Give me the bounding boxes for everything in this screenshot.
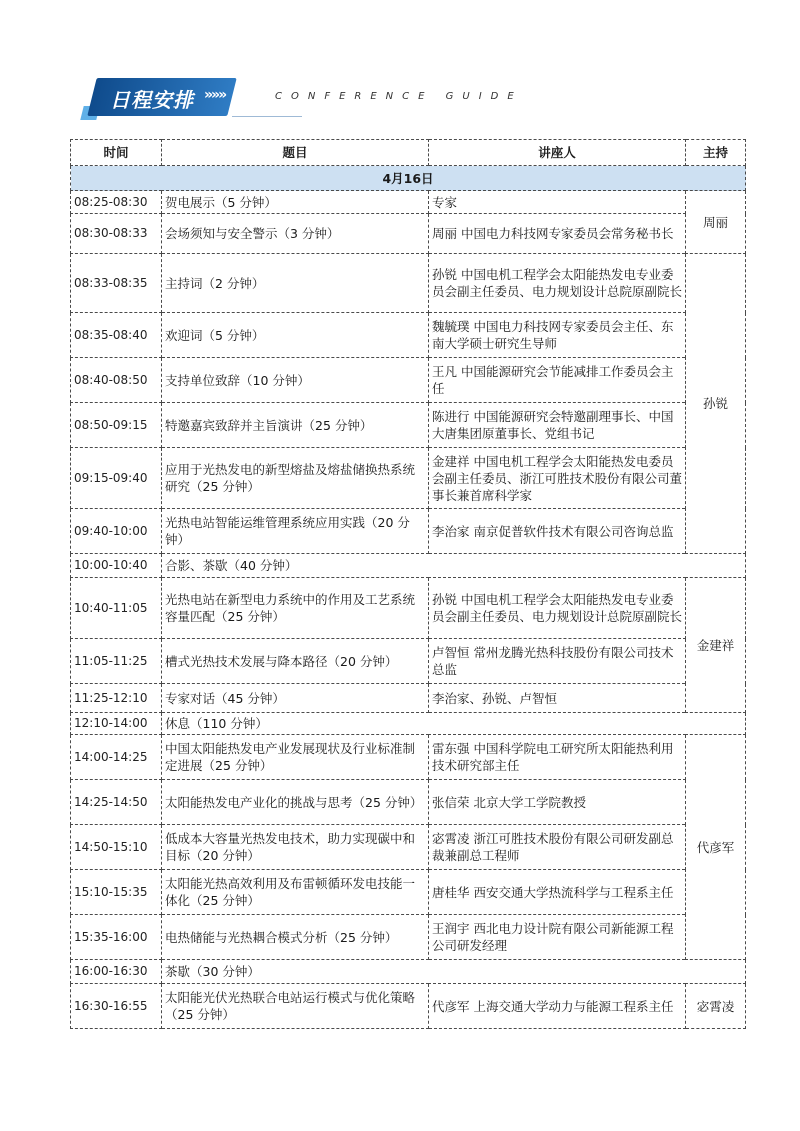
- row-title: 主持词（2 分钟）: [162, 254, 429, 313]
- schedule-table: [70, 139, 746, 1029]
- banner-underline: [232, 116, 302, 117]
- row-time: 12:10-14:00: [71, 713, 162, 735]
- row-title: 贺电展示（5 分钟）: [162, 191, 429, 214]
- row-title: 支持单位致辞（10 分钟）: [162, 358, 429, 403]
- row-host: 代彦军: [686, 735, 746, 960]
- row-speaker: 卢智恒 常州龙腾光热科技股份有限公司技术总监: [429, 639, 686, 684]
- table-row: [71, 825, 746, 870]
- table-row: [71, 191, 746, 214]
- row-title: 特邀嘉宾致辞并主旨演讲（25 分钟）: [162, 403, 429, 448]
- row-title: 专家对话（45 分钟）: [162, 684, 429, 713]
- table-row: [71, 254, 746, 313]
- row-time: 16:00-16:30: [71, 960, 162, 984]
- row-speaker: 魏毓璞 中国电力科技网专家委员会主任、东南大学硕士研究生导师: [429, 313, 686, 358]
- row-time: 16:30-16:55: [71, 984, 162, 1029]
- table-row: [71, 915, 746, 960]
- section-title: 日程安排: [110, 88, 194, 112]
- table-row-break: [71, 713, 746, 735]
- row-time: 08:25-08:30: [71, 191, 162, 214]
- row-time: 08:40-08:50: [71, 358, 162, 403]
- table-row: [71, 639, 746, 684]
- row-title: 光热电站智能运维管理系统应用实践（20 分钟）: [162, 509, 429, 554]
- row-break-label: 茶歇（30 分钟）: [162, 960, 746, 984]
- row-title: 应用于光热发电的新型熔盐及熔盐储换热系统研究（25 分钟）: [162, 448, 429, 509]
- chevron-right-icon: »»»: [204, 87, 226, 103]
- row-time: 15:35-16:00: [71, 915, 162, 960]
- row-host: 孙锐: [686, 254, 746, 554]
- row-time: 14:50-15:10: [71, 825, 162, 870]
- row-title: 太阳能光热高效利用及布雷顿循环发电技能一体化（25 分钟）: [162, 870, 429, 915]
- row-speaker: 王凡 中国能源研究会节能减排工作委员会主任: [429, 358, 686, 403]
- table-row: [71, 509, 746, 554]
- date-row: [71, 166, 746, 191]
- table-row: [71, 448, 746, 509]
- row-title: 槽式光热技术发展与降本路径（20 分钟）: [162, 639, 429, 684]
- row-speaker: 专家: [429, 191, 686, 214]
- row-title: 太阳能光伏光热联合电站运行模式与优化策略（25 分钟）: [162, 984, 429, 1029]
- table-row: [71, 578, 746, 639]
- row-time: 09:40-10:00: [71, 509, 162, 554]
- row-speaker: 李治家 南京促普软件技术有限公司咨询总监: [429, 509, 686, 554]
- date-label: 4月16日: [71, 166, 746, 191]
- table-row: [71, 870, 746, 915]
- table-row: [71, 403, 746, 448]
- row-time: 09:15-09:40: [71, 448, 162, 509]
- row-host: 宓霄凌: [686, 984, 746, 1029]
- row-host: 周丽: [686, 191, 746, 254]
- row-break-label: 休息（110 分钟）: [162, 713, 746, 735]
- row-time: 10:40-11:05: [71, 578, 162, 639]
- table-row: [71, 780, 746, 825]
- row-speaker: 王润宇 西北电力设计院有限公司新能源工程公司研发经理: [429, 915, 686, 960]
- table-row-break: [71, 554, 746, 578]
- row-speaker: 陈进行 中国能源研究会特邀副理事长、中国大唐集团原董事长、党组书记: [429, 403, 686, 448]
- row-speaker: 张信荣 北京大学工学院教授: [429, 780, 686, 825]
- table-row: [71, 735, 746, 780]
- row-time: 11:05-11:25: [71, 639, 162, 684]
- section-subtitle: CONFERENCE GUIDE: [275, 91, 523, 102]
- row-time: 14:25-14:50: [71, 780, 162, 825]
- table-row-break: [71, 960, 746, 984]
- section-banner: [92, 78, 232, 116]
- row-speaker: 代彦军 上海交通大学动力与能源工程系主任: [429, 984, 686, 1029]
- row-speaker: 孙锐 中国电机工程学会太阳能热发电专业委员会副主任委员、电力规划设计总院原副院长: [429, 254, 686, 313]
- row-title: 低成本大容量光热发电技术，助力实现碳中和目标（20 分钟）: [162, 825, 429, 870]
- row-time: 10:00-10:40: [71, 554, 162, 578]
- table-row: [71, 984, 746, 1029]
- row-title: 中国太阳能热发电产业发展现状及行业标准制定进展（25 分钟）: [162, 735, 429, 780]
- row-title: 太阳能热发电产业化的挑战与思考（25 分钟）: [162, 780, 429, 825]
- row-title: 会场须知与安全警示（3 分钟）: [162, 214, 429, 254]
- table-row: [71, 313, 746, 358]
- row-time: 14:00-14:25: [71, 735, 162, 780]
- row-title: 欢迎词（5 分钟）: [162, 313, 429, 358]
- table-header-row: [71, 140, 746, 166]
- row-time: 08:30-08:33: [71, 214, 162, 254]
- header-host: 主持: [686, 140, 746, 166]
- row-time: 11:25-12:10: [71, 684, 162, 713]
- row-host: 金建祥: [686, 578, 746, 713]
- row-speaker: 雷东强 中国科学院电工研究所太阳能热利用技术研究部主任: [429, 735, 686, 780]
- row-title: 光热电站在新型电力系统中的作用及工艺系统容量匹配（25 分钟）: [162, 578, 429, 639]
- row-speaker: 孙锐 中国电机工程学会太阳能热发电专业委员会副主任委员、电力规划设计总院原副院长: [429, 578, 686, 639]
- row-speaker: 李治家、孙锐、卢智恒: [429, 684, 686, 713]
- row-time: 15:10-15:35: [71, 870, 162, 915]
- row-speaker: 金建祥 中国电机工程学会太阳能热发电委员会副主任委员、浙江可胜技术股份有限公司董事长兼首席科学家: [429, 448, 686, 509]
- table-row: [71, 684, 746, 713]
- header-time: 时间: [71, 140, 162, 166]
- row-speaker: 周丽 中国电力科技网专家委员会常务秘书长: [429, 214, 686, 254]
- row-title: 电热储能与光热耦合模式分析（25 分钟）: [162, 915, 429, 960]
- table-row: [71, 358, 746, 403]
- row-time: 08:33-08:35: [71, 254, 162, 313]
- row-speaker: 唐桂华 西安交通大学热流科学与工程系主任: [429, 870, 686, 915]
- table-row: [71, 214, 746, 254]
- row-time: 08:35-08:40: [71, 313, 162, 358]
- header-title: 题目: [162, 140, 429, 166]
- row-speaker: 宓霄凌 浙江可胜技术股份有限公司研发副总裁兼副总工程师: [429, 825, 686, 870]
- header-speaker: 讲座人: [429, 140, 686, 166]
- row-time: 08:50-09:15: [71, 403, 162, 448]
- row-break-label: 合影、茶歇（40 分钟）: [162, 554, 746, 578]
